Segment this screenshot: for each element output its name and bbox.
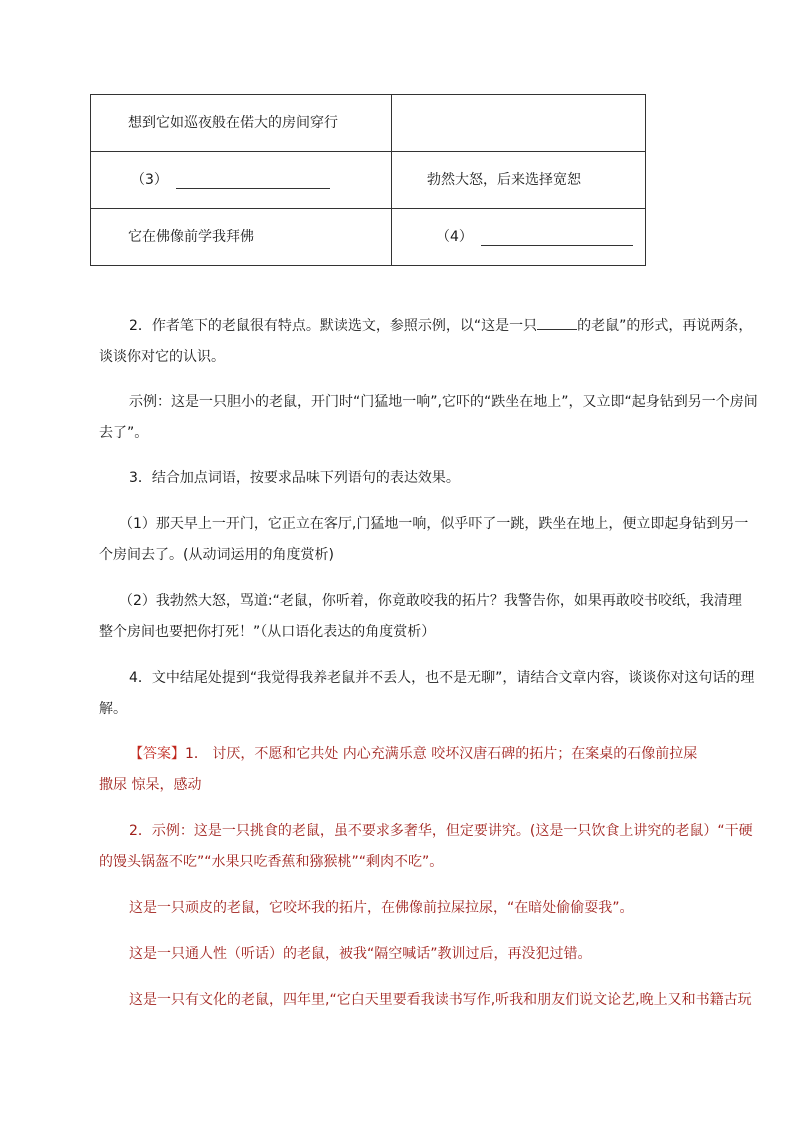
answer2-line4: 这是一只通人性（听话）的老鼠，被我“隔空喊话”教训过后，再没犯过错。 (129, 946, 592, 962)
table-row (91, 152, 646, 209)
q2-example-line1: 示例：这是一只胆小的老鼠，开门时“门猛地一响”,它吓的“跌坐在地上”，又立即“起身钻到另一个房间 (129, 394, 758, 410)
comparison-table (90, 94, 646, 266)
q2-text-a: 2．作者笔下的老鼠很有特点。默读选文，参照示例，以“这是一只 (129, 318, 538, 334)
q4-line1: 4．文中结尾处提到“我觉得我养老鼠并不丢人，也不是无聊”，请结合文章内容，谈谈你对这句话的理 (129, 670, 755, 686)
q3-s2-line2: 整个房间也要把你打死！”（从口语化表达的角度赏析） (99, 624, 436, 640)
table-cell (91, 152, 392, 209)
answer-line2: 撒尿 惊呆，感动 (99, 777, 202, 793)
answer-label: 【答案】 (129, 746, 185, 762)
fill-blank-4[interactable] (481, 231, 633, 246)
fill-blank-3[interactable] (176, 174, 330, 189)
answer2-line5: 这是一只有文化的老鼠，四年里,“它白天里要看我读书写作,听我和朋友们说文论艺,晚上又和书籍古玩 (129, 992, 752, 1008)
blank-label: （4） (436, 229, 473, 245)
q3-s1-line2: 个房间去了。(从动词运用的角度赏析) (99, 547, 334, 563)
answer2-line3: 这是一只顽皮的老鼠，它咬坏我的拓片，在佛像前拉屎拉尿，“在暗处偷偷耍我”。 (129, 900, 634, 916)
table-cell: 勃然大怒，后来选择宽恕 (392, 152, 646, 209)
q2-fill-blank[interactable] (537, 315, 577, 330)
q2-line2: 谈谈你对它的认识。 (99, 349, 225, 365)
answer2-line2: 的馒头锅盔不吃”“水果只吃香蕉和猕猴桃”“剩肉不吃”。 (99, 854, 444, 870)
q2-example-line2: 去了”。 (99, 425, 149, 441)
answer-line1 (129, 739, 697, 770)
q4-line2: 解。 (99, 701, 127, 717)
table-cell (392, 209, 646, 266)
q3-s2-line1: （2）我勃然大怒，骂道:“老鼠，你听着，你竟敢咬我的拓片？我警告你，如果再敢咬书咬纸，我清理 (119, 593, 742, 609)
table-cell (392, 95, 646, 152)
q2-text-b: 的老鼠”的形式，再说两条， (577, 318, 753, 334)
table-cell: 想到它如巡夜般在偌大的房间穿行 (91, 95, 392, 152)
answer-text: 1． 讨厌，不愿和它共处 内心充满乐意 咬坏汉唐石碑的拓片；在案桌的石像前拉屎 (185, 746, 698, 762)
table-row (91, 95, 646, 152)
q3-intro: 3．结合加点词语，按要求品味下列语句的表达效果。 (129, 470, 460, 486)
q3-s1-line1: （1）那天早上一开门，它正立在客厅,门猛地一响，似乎吓了一跳，跌坐在地上，便立即起身钻到另一 (119, 516, 749, 532)
answer2-line1: 2．示例：这是一只挑食的老鼠，虽不要求多奢华，但定要讲究。(这是一只饮食上讲究的老鼠）“干硬 (129, 823, 753, 839)
table-cell: 它在佛像前学我拜佛 (91, 209, 392, 266)
q2-line1 (129, 311, 752, 342)
table-row (91, 209, 646, 266)
blank-label: （3） (131, 172, 168, 188)
